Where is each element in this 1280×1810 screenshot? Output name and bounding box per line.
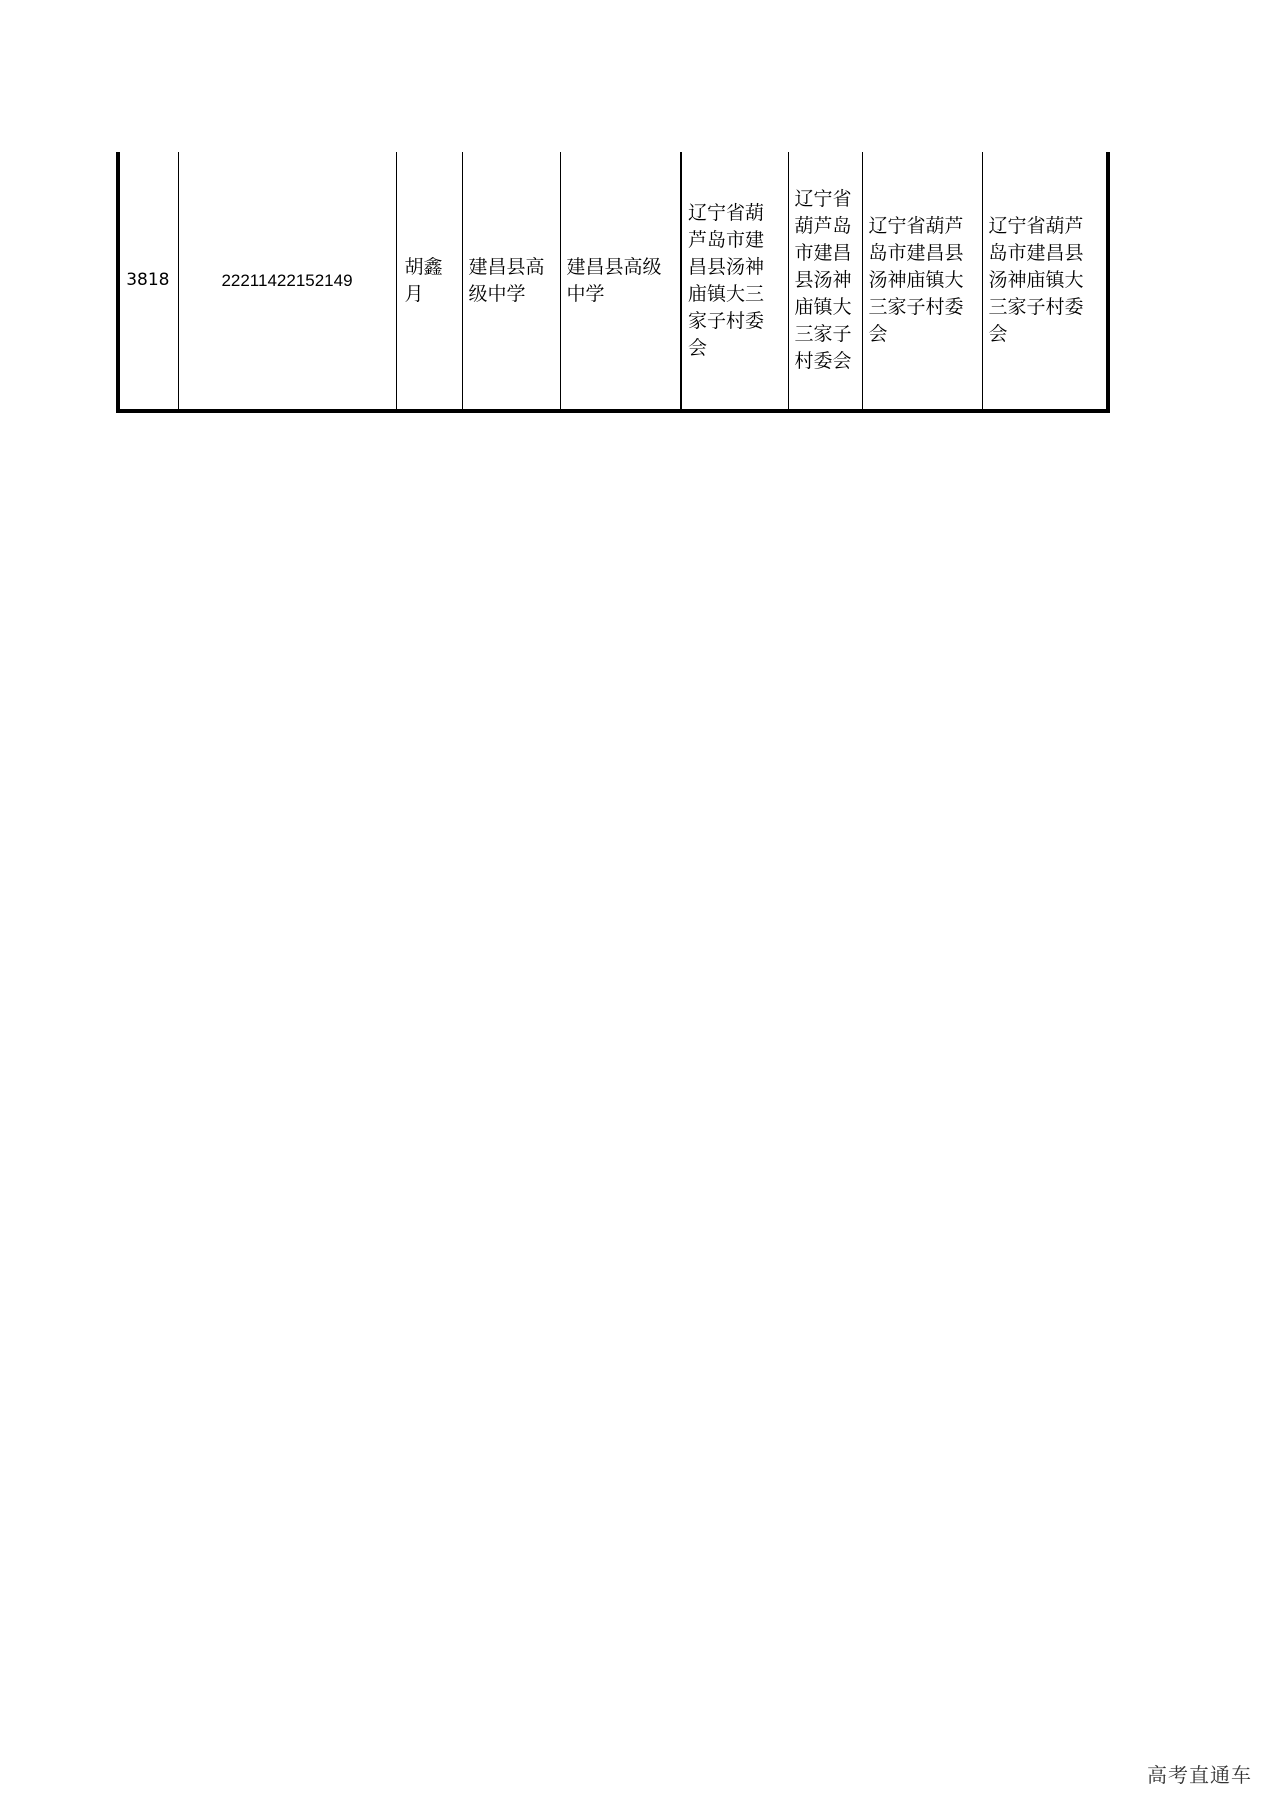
address-cell-2: 辽宁省葫芦岛市建昌县汤神庙镇大三家子村委会 — [788, 152, 862, 411]
watermark-text: 高考直通车 — [1147, 1763, 1252, 1787]
address-cell-1: 辽宁省葫芦岛市建昌县汤神庙镇大三家子村委会 — [681, 152, 788, 411]
data-table — [116, 152, 1110, 413]
seq-cell: 3818 — [118, 152, 178, 411]
address-cell-4: 辽宁省葫芦岛市建昌县汤神庙镇大三家子村委会 — [982, 152, 1108, 411]
table-row — [118, 152, 1108, 411]
school-full-cell: 建昌县高级中学 — [560, 152, 681, 411]
school-cell: 建昌县高级中学 — [462, 152, 560, 411]
exam-number-cell: 22211422152149 — [178, 152, 396, 411]
address-cell-3: 辽宁省葫芦岛市建昌县汤神庙镇大三家子村委会 — [862, 152, 982, 411]
name-cell: 胡鑫月 — [396, 152, 462, 411]
